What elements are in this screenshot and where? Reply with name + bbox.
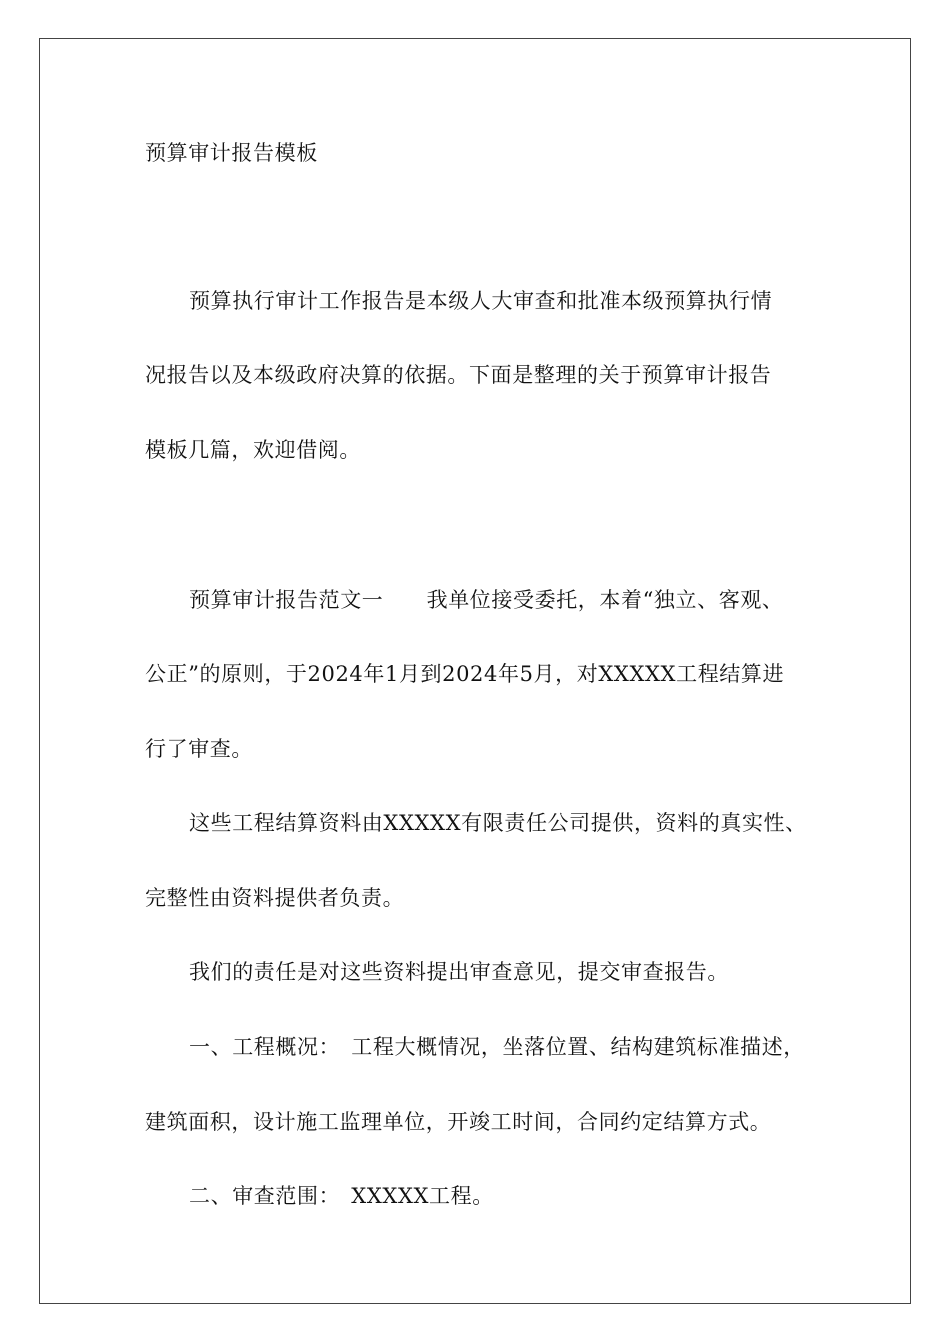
document-title: 预算审计报告模板 [145,141,318,165]
paragraph-line: 预算审计报告范文一 我单位接受委托，本着“独立、客观、 [189,588,784,612]
paragraph-line: 二、审查范围： XXXXX工程。 [189,1184,494,1208]
paragraph-line: 完整性由资料提供者负责。 [145,886,405,910]
paragraph-line: 一、工程概况： 工程大概情况，坐落位置、结构建筑标准描述， [189,1035,805,1059]
paragraph-line: 这些工程结算资料由XXXXX有限责任公司提供，资料的真实性、 [189,811,807,835]
paragraph-line: 建筑面积，设计施工监理单位，开竣工时间，合同约定结算方式。 [145,1110,772,1134]
paragraph-line: 我们的责任是对这些资料提出审查意见，提交审查报告。 [189,960,729,984]
paragraph-line: 预算执行审计工作报告是本级人大审查和批准本级预算执行情 [189,289,773,313]
paragraph-line: 公正”的原则，于2024年1月到2024年5月，对XXXXX工程结算进 [145,662,785,686]
paragraph-line: 模板几篇，欢迎借阅。 [145,438,361,462]
paragraph-line: 况报告以及本级政府决算的依据。下面是整理的关于预算审计报告 [145,363,772,387]
paragraph-line: 行了审查。 [145,737,253,761]
